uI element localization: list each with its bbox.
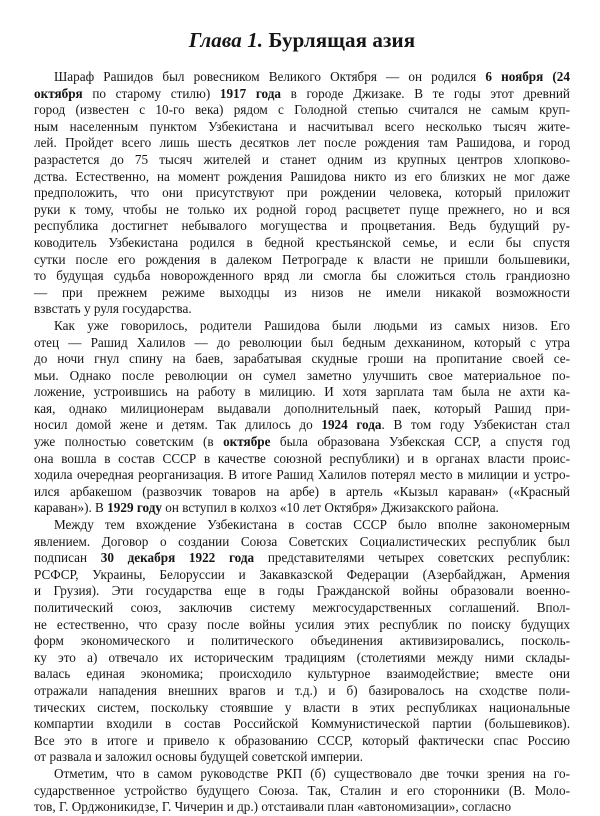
text-run: ложение, устроившись на работу в милицию. И хотя зарплата там была не ахти ка-	[34, 384, 570, 400]
text-run: и Грузия). Эти государства еще в годы Гражданской войны образовали военно-	[34, 583, 570, 599]
text-run: валась единая экономика; происходило культурное взаимодействие; вместе они	[34, 666, 570, 682]
chapter-title	[34, 28, 570, 53]
chapter-number: Глава 1.	[188, 28, 264, 52]
text-run: не естественно, что сразу после войны усилия этих республик по поиску будущих	[34, 616, 570, 632]
bold-text: 1929 году	[107, 500, 162, 516]
text-run: ился арбакешом (развозчик товаров на арбе) в артель «Кызыл караван» («Красный	[34, 483, 570, 499]
text-line	[34, 583, 570, 600]
text-line	[34, 633, 570, 650]
text-run: Отметим, что в самом руководстве РКП (б) существовало две точки зрения на го-	[54, 765, 570, 781]
text-line	[34, 683, 570, 700]
text-run: дства. Естественно, на момент рождения Рашидова никто из его близких не мог даже	[34, 168, 570, 184]
text-line	[34, 169, 570, 186]
text-line	[34, 318, 570, 335]
bold-text: октябре	[223, 434, 271, 450]
text-run: явлением. Договор о создании Союза Советских Социалистических республик был	[34, 533, 570, 549]
text-run: республика достигнет небывалого могущества и процветания. Ведь будущий ру-	[34, 218, 570, 234]
text-run: предположить, что они присутствуют при рождении человека, который приложит	[34, 185, 570, 201]
text-line	[34, 600, 570, 617]
bold-text: 6 ноября (24	[485, 69, 570, 84]
text-line	[34, 202, 570, 219]
text-run: тических систем, поскольку стоявшие у власти в этих республиках национальные	[34, 699, 570, 715]
text-run: Шараф Рашидов был ровесником Великого Октября — он родился	[54, 69, 486, 84]
text-line	[34, 484, 570, 501]
text-line	[34, 783, 570, 800]
text-line	[34, 218, 570, 235]
text-run: по старому стилю)	[82, 85, 220, 101]
text-run: была образована Узбекская ССР, а спустя год	[270, 434, 570, 450]
text-line	[34, 799, 570, 816]
text-run: отец — Рашид Халилов — до революции был бедным дехканином, который с утра	[34, 334, 570, 350]
text-run: ходила очередная реорганизация. В итоге Рашид Халилов потерял место в милиции и устро-	[34, 467, 570, 483]
text-line	[34, 301, 570, 318]
text-run: компартии входили в состав Российской Коммунистической партии (большевиков).	[34, 716, 570, 732]
text-line	[34, 152, 570, 169]
text-run: ководитель Узбекистана родился в бедной крестьянской семье, и если бы спустя	[34, 234, 570, 250]
text-line	[34, 733, 570, 750]
text-line	[34, 86, 570, 103]
text-run: от развала и заложил основы будущей советской империи.	[34, 749, 363, 765]
text-run: город (известен с 10-го века) рядом с Голодной степью считался не самым круп-	[34, 102, 570, 118]
text-line	[34, 351, 570, 368]
text-line	[34, 417, 570, 434]
text-run: ным населенным пунктом Узбекистана и насчитывал всего несколько тысяч жите-	[34, 118, 570, 134]
text-run: форм экономического и политического объединения активизировались, посколь-	[34, 633, 570, 649]
text-run: взвстать у руля государства.	[34, 301, 192, 317]
text-run: она вошла в состав СССР в качестве союзной республики) и в органах власти проис-	[34, 450, 570, 466]
text-line	[34, 451, 570, 468]
text-run: разрастется до 75 тысяч жителей и станет одним из крупных центров хлопково-	[34, 151, 570, 167]
text-line	[34, 185, 570, 202]
text-line	[34, 119, 570, 136]
paragraph	[34, 318, 570, 517]
text-run: сударственное устройство будущего Союза. Так, Сталин и его сторонники (В. Моло-	[34, 782, 570, 798]
book-page	[34, 28, 570, 816]
chapter-body	[34, 69, 570, 816]
text-line	[34, 534, 570, 551]
text-line	[34, 617, 570, 634]
text-line	[34, 467, 570, 484]
text-run: отражали нападения внешних врагов и т.д.) и б) базировалось на сходстве поли-	[34, 682, 570, 698]
text-line	[34, 666, 570, 683]
text-run: до ночи гнул спину на баев, зарабатывая скудные гроши на пропитание своей се-	[34, 351, 570, 367]
text-line	[34, 401, 570, 418]
paragraph	[34, 517, 570, 766]
text-line	[34, 550, 570, 567]
text-run: мьи. Однако после революции он сумел заметно улучшить свое материальное по-	[34, 367, 570, 383]
text-run: он вступил в колхоз «10 лет Октября» Джизакского района.	[161, 500, 499, 516]
text-line	[34, 102, 570, 119]
text-line	[34, 368, 570, 385]
text-run: носил домой жене и детям. Так длилось до	[34, 417, 322, 433]
bold-text: октября	[34, 85, 83, 101]
text-run: подписан	[34, 550, 101, 566]
text-run: в городе Джизаке. В те годы этот древний	[281, 85, 570, 101]
text-line	[34, 716, 570, 733]
text-run: Как уже говорилось, родители Рашидова были людьми из самых низов. Его	[54, 317, 570, 333]
text-line	[34, 235, 570, 252]
text-run: представителями четырех советских республик:	[254, 550, 571, 566]
bold-text: 1917 года	[219, 85, 281, 101]
text-line	[34, 517, 570, 534]
text-line	[34, 268, 570, 285]
text-run: Все это в итоге и привело к образованию СССР, который фактически спас Россию	[34, 732, 570, 748]
text-run: тов, Г. Орджоникидзе, Г. Чичерин и др.) отстаивали план «автономизации», согласно	[34, 799, 512, 815]
text-line	[34, 434, 570, 451]
text-run: Между тем вхождение Узбекистана в состав СССР было вполне закономерным	[54, 517, 570, 533]
text-line	[34, 567, 570, 584]
text-run: руки к тому, чтобы не только их родной город расцветет пуще прежнего, но и вся	[34, 201, 570, 217]
text-line	[34, 766, 570, 783]
text-line	[34, 69, 570, 86]
text-run: политический союз, заключив систему межгосударственных соглашений. Впол-	[34, 600, 570, 615]
text-run: кая, однако милиционерам выдавали дополнительный паек, который Рашид при-	[34, 400, 570, 416]
bold-text: 30 декабря 1922 года	[100, 550, 255, 566]
text-line	[34, 700, 570, 717]
text-line	[34, 500, 570, 517]
paragraph	[34, 766, 570, 816]
text-run: . В том году Узбекистан стал	[381, 417, 570, 433]
text-run: уже полностью советским (в	[34, 434, 224, 450]
text-line	[34, 749, 570, 766]
text-line	[34, 384, 570, 401]
text-run: то будущая судьба новорожденного вряд ли смогла бы сложиться столь грандиозно	[34, 268, 570, 284]
text-line	[34, 135, 570, 152]
text-run: сутки после его рождения в далеком Петрограде к власти не пришли большевики,	[34, 251, 570, 267]
text-line	[34, 335, 570, 352]
text-run: — при прежнем режиме выходцы из низов не имели никакой возможности	[34, 284, 570, 300]
text-line	[34, 252, 570, 269]
bold-text: 1924 года	[321, 417, 382, 433]
text-run: лей. Пройдет всего лишь шесть десятков лет после рождения там Рашидова, и город	[34, 135, 570, 151]
chapter-name: Бурлящая азия	[268, 28, 416, 52]
text-line	[34, 650, 570, 667]
paragraph	[34, 69, 570, 318]
text-line	[34, 285, 570, 302]
text-run: караван»). В	[34, 500, 108, 516]
text-run: РСФСР, Украины, Белоруссии и Закавказской Федерации (Азербайджан, Армения	[34, 566, 570, 582]
text-run: ку это а) отвечало их историческим традициям (столетиями между ними склады-	[34, 649, 570, 665]
